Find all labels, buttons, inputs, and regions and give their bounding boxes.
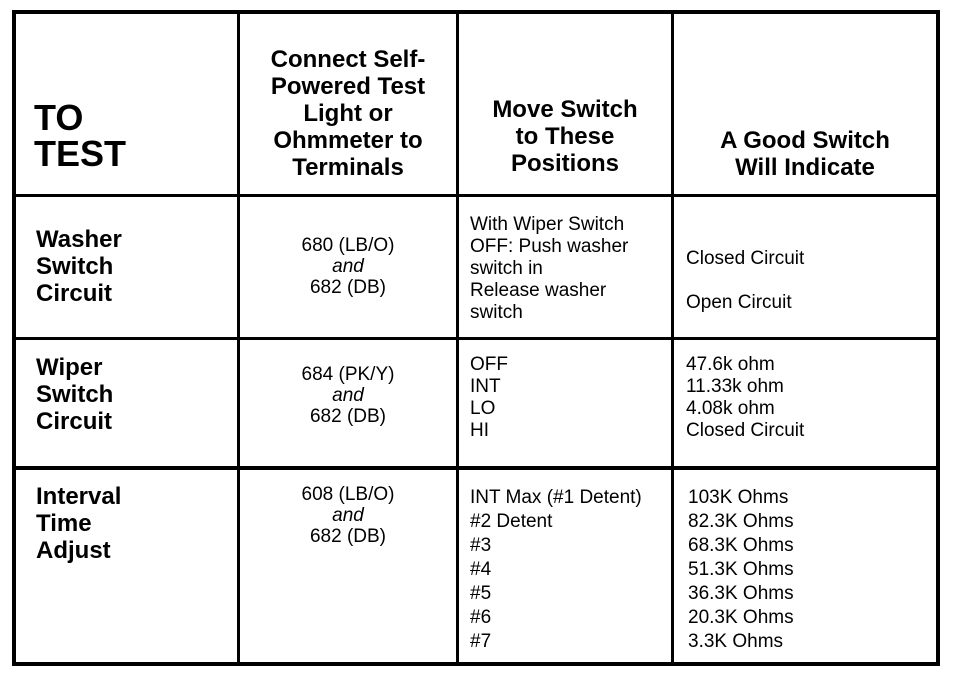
row-washer-positions: [470, 214, 628, 324]
indication-line: Closed Circuit: [686, 420, 805, 441]
row-washer-indicate: [686, 248, 804, 314]
indication-line: 103K Ohms: [688, 487, 789, 508]
row-interval-indicate: [688, 486, 794, 654]
test-name-line: Circuit: [36, 408, 113, 435]
terminal-value: 680 (LB/O): [301, 235, 395, 256]
row-wiper-positions: [470, 354, 508, 442]
indication-line: 20.3K Ohms: [688, 607, 794, 628]
header-to-test: [34, 97, 234, 174]
indication-line: 82.3K Ohms: [688, 511, 794, 532]
header-text-line: TO: [34, 97, 84, 138]
row-interval-test: [36, 483, 121, 564]
position-line: #4: [470, 559, 492, 580]
test-name-line: Switch: [36, 253, 114, 280]
terminal-value: 608 (LB/O): [301, 484, 395, 505]
position-line: #3: [470, 535, 492, 556]
header-text-line: Light or: [303, 99, 393, 127]
row-wiper-indicate: [686, 354, 804, 442]
indication-line: Closed Circuit: [686, 248, 805, 269]
row-wiper-test: [36, 354, 113, 435]
terminal-and: and: [332, 256, 364, 277]
indication-line: 3.3K Ohms: [688, 631, 784, 652]
indication-line: 36.3K Ohms: [688, 583, 794, 604]
indication-line: 11.33k ohm: [686, 376, 784, 397]
position-line: #7: [470, 631, 492, 652]
row-interval-terminals: [240, 484, 456, 547]
header-connect: [240, 38, 456, 188]
header-text-line: to These: [515, 122, 615, 150]
terminal-value: 684 (PK/Y): [301, 364, 395, 385]
header-move-switch: [459, 94, 671, 178]
test-name-line: Adjust: [36, 537, 111, 564]
test-name-line: Wiper: [36, 354, 103, 381]
row-washer-test: [36, 226, 122, 307]
terminal-value: 682 (DB): [309, 526, 387, 547]
position-line: Release washer: [470, 280, 607, 301]
row-interval-positions: [470, 486, 642, 654]
position-line: OFF: [470, 354, 508, 375]
header-text-line: Ohmmeter to: [273, 126, 423, 154]
test-name-line: Interval: [36, 483, 122, 510]
header-text-line: Positions: [510, 149, 619, 177]
position-line: OFF: Push washer: [470, 236, 629, 257]
position-line: switch: [470, 302, 523, 323]
position-line: INT: [470, 376, 501, 397]
terminal-and: and: [332, 505, 364, 526]
indication-line: 47.6k ohm: [686, 354, 775, 375]
position-line: HI: [470, 420, 489, 441]
position-line: With Wiper Switch: [470, 214, 625, 235]
indication-line: 4.08k ohm: [686, 398, 775, 419]
test-name-line: Washer: [36, 226, 122, 253]
indication-line: 51.3K Ohms: [688, 559, 794, 580]
terminal-value: 682 (DB): [309, 406, 387, 427]
terminal-and: and: [332, 385, 364, 406]
indication-line: 68.3K Ohms: [688, 535, 794, 556]
header-text-line: Will Indicate: [735, 154, 875, 181]
terminal-value: 682 (DB): [309, 277, 387, 298]
header-good-switch: [674, 126, 936, 182]
switch-test-table: [12, 10, 940, 666]
header-text-line: TEST: [34, 133, 127, 174]
indication-line: Open Circuit: [686, 292, 792, 313]
row-wiper-terminals: [240, 364, 456, 427]
test-name-line: Circuit: [36, 280, 113, 307]
row-washer-terminals: [240, 235, 456, 298]
header-text-line: A Good Switch: [720, 127, 890, 154]
header-text-line: Powered Test: [270, 72, 426, 100]
position-line: INT Max (#1 Detent): [470, 487, 642, 508]
position-line: LO: [470, 398, 496, 419]
position-line: #6: [470, 607, 492, 628]
row-divider: [16, 194, 936, 197]
test-name-line: Switch: [36, 381, 114, 408]
header-text-line: Connect Self-: [270, 45, 426, 73]
row-divider: [16, 466, 936, 470]
row-divider: [16, 337, 936, 340]
position-line: switch in: [470, 258, 543, 279]
position-line: #2 Detent: [470, 511, 553, 532]
header-text-line: Terminals: [292, 153, 404, 181]
header-text-line: Move Switch: [492, 95, 638, 123]
position-line: #5: [470, 583, 492, 604]
test-name-line: Time: [36, 510, 92, 537]
